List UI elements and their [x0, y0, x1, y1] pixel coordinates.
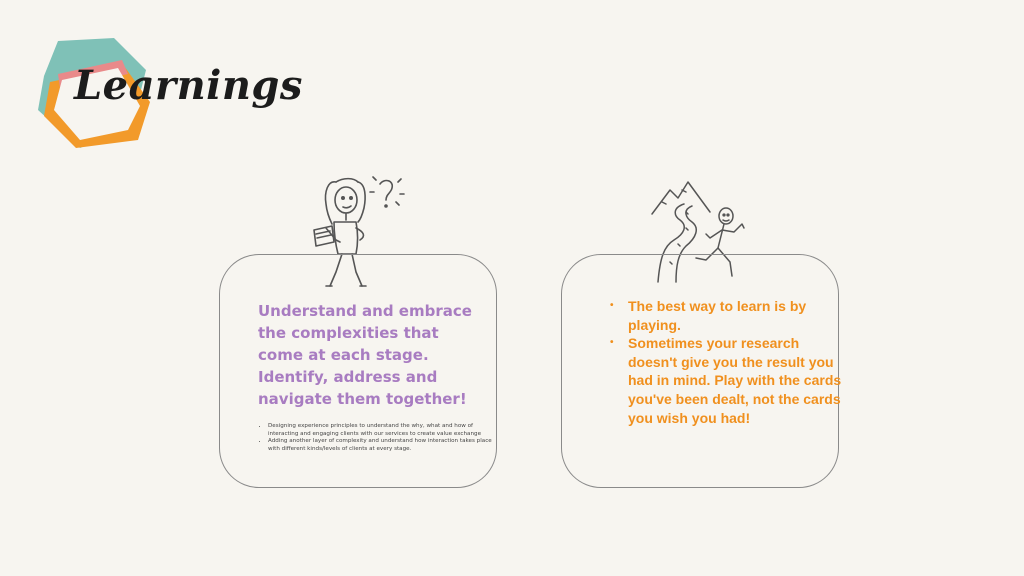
left-card-bullet-1: • Designing experience principles to understand the why, what and how of interacting and engaging clients with our services to create value exchange	[268, 423, 500, 438]
page-title: Learnings	[74, 62, 303, 109]
right-card-bullet-1	[610, 297, 843, 334]
bullet-dot-icon: •	[610, 337, 614, 349]
left-learning-card	[219, 254, 497, 488]
right-card-bullet-2-text: Sometimes your research doesn't give you the result you had in mind. Play with the cards you've been dealt, not the cards you wish you had!	[628, 335, 842, 426]
bullet-dot-icon: •	[610, 300, 614, 311]
left-card-heading: Understand and embrace the complexities that come at each stage. Identify, address and navigate them together!	[258, 302, 472, 408]
right-learning-card	[561, 254, 842, 488]
right-card-bullet-list	[610, 297, 843, 427]
left-card-bullet-2: • Adding another layer of complexity and understand how interaction takes place with different kinds/levels of clients at every stage.	[268, 438, 500, 453]
left-card-bullet-list	[258, 423, 500, 453]
right-card-bullet-1-text: The best way to learn is by playing.	[628, 298, 807, 333]
right-card-bullet-2	[610, 334, 843, 427]
